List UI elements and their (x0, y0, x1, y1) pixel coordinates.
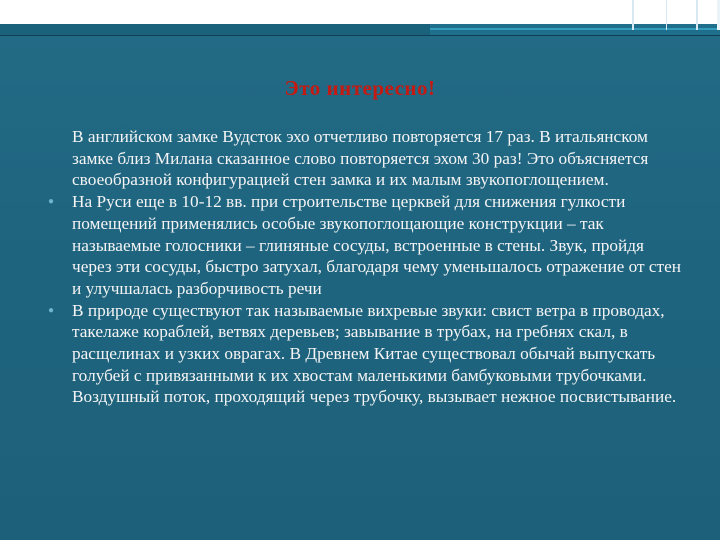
top-divider (0, 35, 720, 36)
circle-bullet-icon: ● (48, 304, 55, 316)
deco-line (632, 0, 634, 30)
paragraph-text: На Руси еще в 10-12 вв. при строительстве церквей для снижения гулкости помещений применялись особые звукопоглощающие конструкции – так называемые голосники – глиняные сосуды, встроенные в стены. Звук, пройдя через эти сосуды, быстро затухал, благодаря чему уменьшалось отражение от стен и улучшалась разборчивость речи (72, 192, 682, 298)
top-decoration (0, 0, 720, 36)
paragraph-text: В природе существуют так называемые вихревые звуки: свист ветра в проводах, такелаже кораблей, ветвях деревьев; завывание в трубах, на гребнях скал, в расщелинах и узких оврагах. В Древнем Китае существовал обычай выпускать голубей с привязанными к их хвостам маленькими бамбуковыми трубочками. Воздушный поток, проходящий через трубочку, вызывает нежное посвистывание. (72, 300, 677, 407)
slide-title: Это интересно! (284, 76, 436, 100)
deco-line (696, 0, 698, 30)
top-highlight-line (430, 28, 720, 30)
paragraph-text: В английском замке Вудсток эхо отчетливо повторяется 17 раз. В итальянском замке близ Милана сказанное слово повторяется эхом 30 раз! Это объясняется своеобразной конфигурацией стен замка и их малым звукопоглощением. (72, 127, 649, 190)
paragraph-3 (48, 300, 682, 409)
top-white-strip (0, 0, 720, 24)
circle-bullet-icon: ● (48, 196, 55, 208)
deco-line (666, 0, 667, 30)
slide-body (48, 126, 682, 408)
paragraph-2 (48, 191, 682, 300)
paragraph-1 (48, 126, 682, 191)
